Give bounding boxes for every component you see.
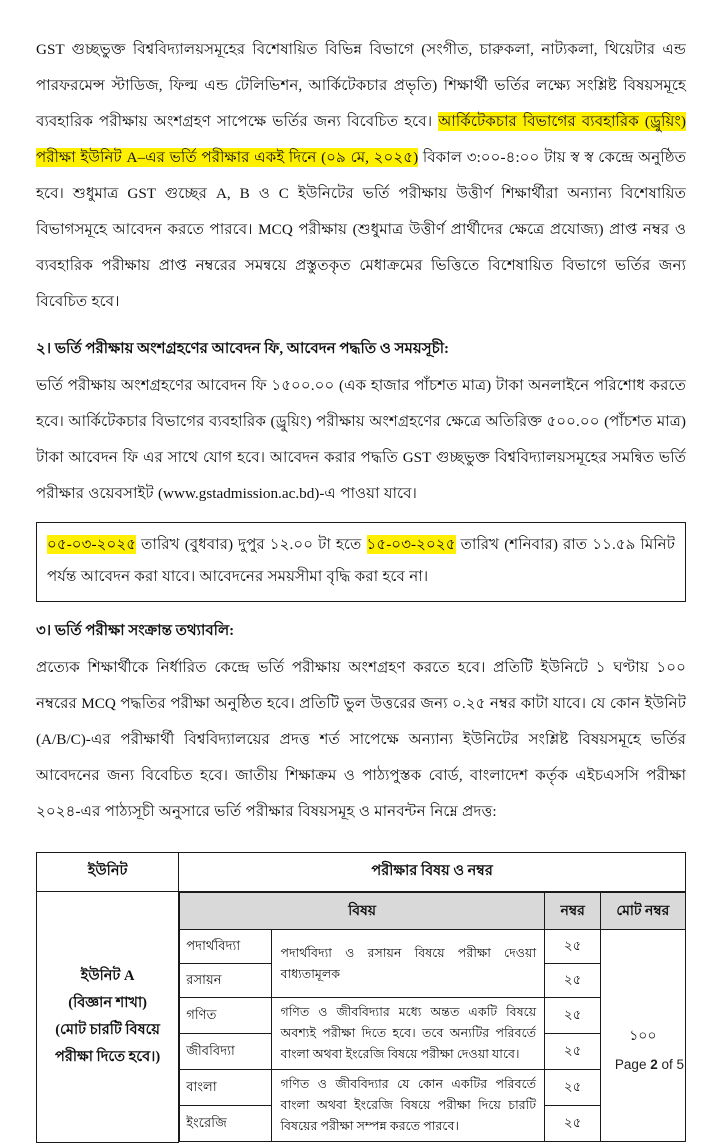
subject-name-chemistry: রসায়ন	[180, 964, 272, 998]
table-row	[180, 930, 685, 964]
subject-marks-biology: ২৫	[545, 1034, 601, 1070]
footer-suffix: of 5	[657, 1057, 684, 1072]
deadline-end-date: ১৫-০৩-২০২৫	[366, 536, 456, 553]
intro-paragraph	[36, 32, 686, 320]
deadline-text	[47, 529, 675, 593]
unit-a-line-2: (বিজ্ঞান শাখা)	[68, 994, 147, 1011]
subject-description-3: গণিত ও জীববিদ্যার যে কোন একটির পরিবর্তে বাংলা অথবা ইংরেজি বিষয়ে পরীক্ষা দিয়ে চারটি বিষয়ের পরীক্ষা সম্পন্ন করতে পারবে।	[272, 1070, 545, 1142]
application-deadline-box	[36, 522, 686, 602]
subjects-header-marks: নম্বর	[545, 893, 601, 930]
page-footer	[615, 1057, 684, 1072]
subject-marks-bangla: ২৫	[545, 1070, 601, 1106]
subject-name-physics: পদার্থবিদ্যা	[180, 930, 272, 964]
subject-description-2: গণিত ও জীববিদ্যার মধ্যে অন্তত একটি বিষয়ে অবশ্যই পরীক্ষা দিতে হবে। তবে অন্যটির পরিবর্তে বাংলা অথবা ইংরেজি বিষয়ে পরীক্ষা দেওয়া যাবে।	[272, 998, 545, 1070]
section-2-heading: ২। ভর্তি পরীক্ষায় অংশগ্রহণের আবেদন ফি, আবেদন পদ্ধতি ও সময়সূচী:	[36, 341, 449, 357]
deadline-mid-text-2: তারিখ (শনিবার) রাত ১১.৫৯ মিনিট পর্যন্ত আবেদন করা যাবে। আবেদনের সময়সীমা বৃদ্ধি করা হবে না।	[47, 536, 676, 585]
table-header-row	[37, 853, 686, 892]
unit-a-line-3: (মোট চারটি বিষয়ে	[55, 1021, 160, 1038]
subject-name-math: গণিত	[180, 998, 272, 1034]
footer-current-page: 2	[650, 1057, 658, 1072]
intro-highlight-exam-date: আর্কিটেকচার বিভাগের ব্যবহারিক (ড্রুয়িং) পরীক্ষা ইউনিট A–এর ভর্তি পরীক্ষার একই দিনে (০৯ মে, ২০২৫)	[36, 113, 686, 166]
exam-subjects-table-wrap	[36, 852, 686, 1143]
exam-subjects-table	[36, 852, 686, 1143]
subjects-header-subject: বিষয়	[180, 893, 545, 930]
unit-a-line-1: ইউনিট A	[80, 967, 135, 984]
subject-marks-chemistry: ২৫	[545, 964, 601, 998]
unit-a-line-4: পরীক্ষা দিতে হবে।)	[55, 1048, 161, 1065]
table-body-row	[37, 892, 686, 1143]
subjects-header-row	[180, 893, 685, 930]
footer-prefix: Page	[614, 1057, 651, 1072]
table-header-unit: ইউনিট	[37, 853, 179, 892]
unit-a-cell	[37, 892, 179, 1143]
subject-marks-physics: ২৫	[545, 930, 601, 964]
section-3-heading: ৩। ভর্তি পরীক্ষা সংক্রান্ত তথ্যাবলি:	[36, 623, 235, 639]
subjects-nested-cell	[179, 892, 686, 1143]
section-3-body: প্রত্যেক শিক্ষার্থীকে নির্ধারিত কেন্দ্রে ভর্তি পরীক্ষায় অংশগ্রহণ করতে হবে। প্রতিটি ইউনিটে ১ ঘণ্টায় ১০০ নম্বরের MCQ পদ্ধতির পরীক্ষা অনুষ্ঠিত হবে। প্রতিটি ভুল উত্তরের জন্য ০.২৫ নম্বর কাটা যাবে। যে কোন ইউনিট (A/B/C)-এর পরীক্ষার্থী বিশ্ববিদ্যালয়ের প্রদত্ত শর্ত সাপেক্ষে অন্যান্য ইউনিটের সংশ্লিষ্ট বিষয়সমূহে ভর্তির আবেদনের জন্য বিবেচিত হবে। জাতীয় শিক্ষাক্রম ও পাঠ্যপুস্তক বোর্ড, বাংলাদেশ কর্তৃক এইচএসসি পরীক্ষা ২০২৪-এর পাঠ্যসূচী অনুসারে ভর্তি পরীক্ষার বিষয়সমূহ ও মানবন্টন নিম্নে প্রদত্ত:	[36, 659, 686, 820]
subject-name-bangla: বাংলা	[180, 1070, 272, 1106]
subject-marks-math: ২৫	[545, 998, 601, 1034]
subjects-header-total: মোট নম্বর	[601, 893, 685, 930]
section-2-body: ভর্তি পরীক্ষায় অংশগ্রহণের আবেদন ফি ১৫০০.০০ (এক হাজার পাঁচশত মাত্র) টাকা অনলাইনে পরিশোধ করতে হবে। আর্কিটেকচার বিভাগের ব্যবহারিক (ড্রুয়িং) পরীক্ষায় অংশগ্রহণের ক্ষেত্রে অতিরিক্ত ৫০০.০০ (পাঁচশত মাত্র) টাকা আবেদন ফি এর সাথে যোগ হবে। আবেদন করার পদ্ধতি GST গুচ্ছভুক্ত বিশ্ববিদ্যালয়সমূহের সমন্বিত ভর্তি পরীক্ষার ওয়েবসাইট (www.gstadmission.ac.bd)-এ পাওয়া যাবে।	[36, 377, 686, 502]
table-header-exam: পরীক্ষার বিষয় ও নম্বর	[179, 853, 686, 892]
deadline-mid-text-1: তারিখ (বুধবার) দুপুর ১২.০০ টা হতে	[136, 536, 367, 553]
subject-name-biology: জীববিদ্যা	[180, 1034, 272, 1070]
subject-name-english: ইংরেজি	[180, 1106, 272, 1142]
total-marks-cell: ১০০	[601, 930, 685, 1142]
subjects-table	[179, 892, 685, 1142]
subject-marks-english: ২৫	[545, 1106, 601, 1142]
intro-text-part-2: বিকাল ৩:০০-৪:০০ টায় স্ব স্ব কেন্দ্রে অনুষ্ঠিত হবে। শুধুমাত্র GST গুচ্ছের A, B ও C ইউনিটের ভর্তি পরীক্ষায় উত্তীর্ণ শিক্ষার্থীরা অন্যান্য বিশেষায়িত বিভাগসমূহে আবেদন করতে পারবে। MCQ পরীক্ষায় (শুধুমাত্র উত্তীর্ণ প্রার্থীদের ক্ষেত্রে প্রযোজ্য) প্রাপ্ত নম্বর ও ব্যবহারিক পরীক্ষায় প্রাপ্ত নম্বরের সমন্বয়ে প্রস্তুতকৃত মেধাক্রমের ভিত্তিতে বিশেষায়িত বিভাগে ভর্তির জন্য বিবেচিত হবে।	[36, 149, 686, 310]
intro-text-part-1: GST গুচ্ছভুক্ত বিশ্ববিদ্যালয়সমূহের বিশেষায়িত বিভিন্ন বিভাগে (সংগীত, চারুকলা, নাট্যকলা, থিয়েটার এন্ড পারফরমেন্স স্টাডিজ, ফিল্ম এন্ড টেলিভিশন, আর্কিটেকচার প্রভৃতি) শিক্ষার্থী ভর্তির লক্ষ্যে সংশ্লিষ্ট বিষয়সমূহে ব্যবহারিক পরীক্ষায় অংশগ্রহণ সাপেক্ষে ভর্তির জন্য বিবেচিত হবে।	[36, 41, 686, 130]
deadline-start-date: ০৫-০৩-২০২৫	[47, 536, 137, 553]
subject-description-1: পদার্থবিদ্যা ও রসায়ন বিষয়ে পরীক্ষা দেওয়া বাধ্যতামূলক	[272, 930, 545, 998]
